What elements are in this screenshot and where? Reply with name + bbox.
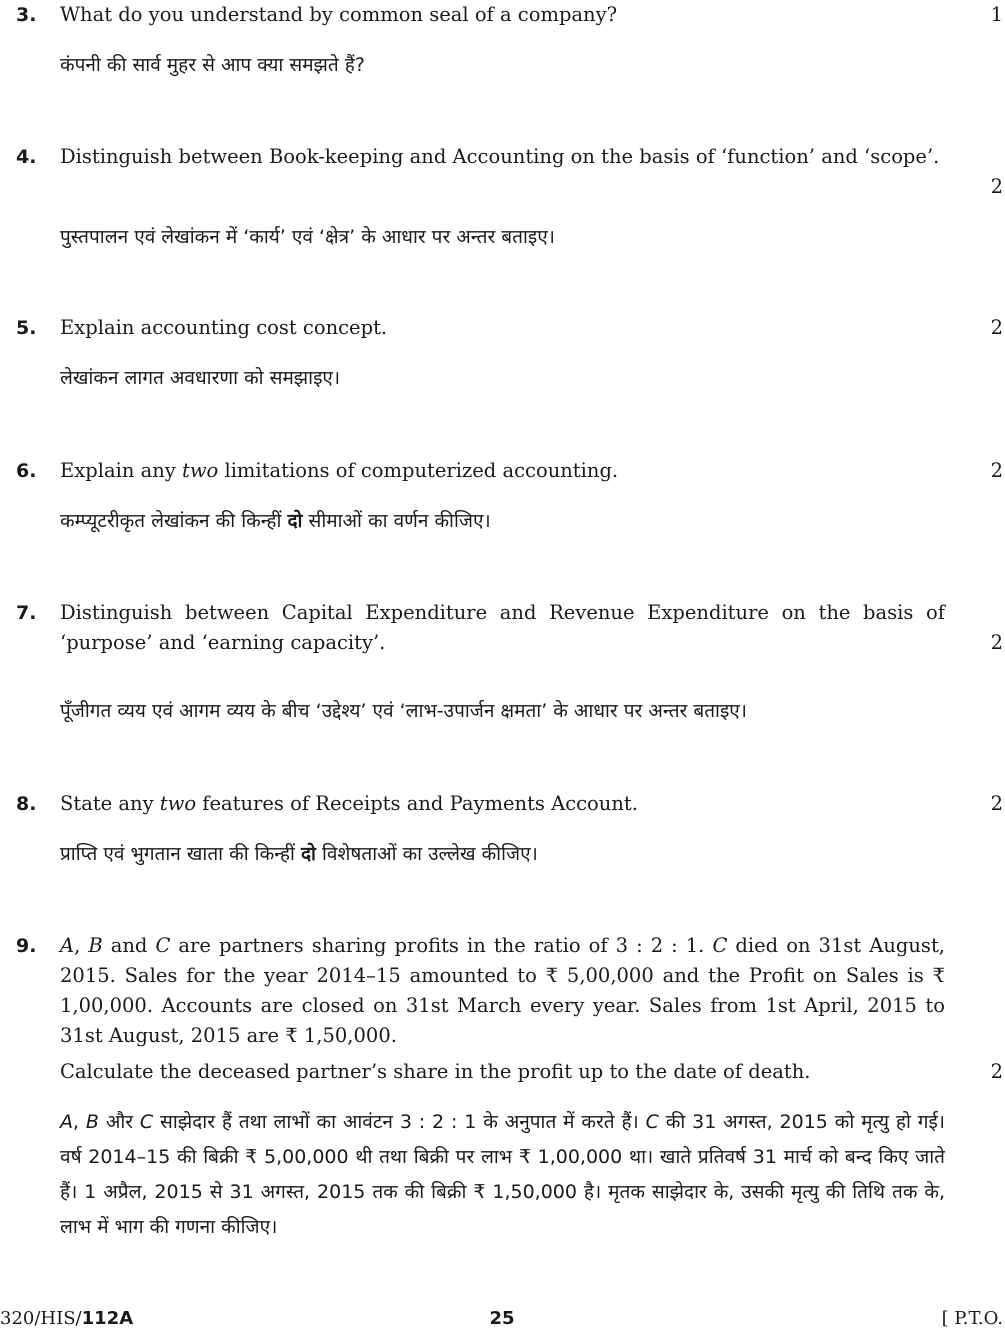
- question-text-hindi: [60, 1105, 945, 1245]
- question-text-hindi: लेखांकन लागत अवधारणा को समझाइए।: [60, 367, 341, 389]
- question-number: 6.: [16, 460, 37, 482]
- question-text-hindi: [60, 504, 945, 539]
- text-segment: features of Receipts and Payments Account.: [196, 792, 638, 815]
- partner-a: A: [60, 1111, 73, 1133]
- question-text-english: [60, 789, 945, 819]
- question-text-hindi: पूँजीगत व्यय एवं आगम व्यय के बीच ‘उद्देश्य’ एवं ‘लाभ-उपार्जन क्षमता’ के आधार पर अन्तर बताइए।: [60, 700, 747, 722]
- emphasis-text: two: [181, 459, 219, 482]
- page-number: 25: [489, 1308, 515, 1329]
- text-segment: Explain any: [60, 459, 182, 482]
- question-text-hindi: पुस्तपालन एवं लेखांकन में ‘कार्य’ एवं ‘क्षेत्र’ के आधार पर अन्तर बताइए।: [60, 226, 555, 248]
- question-text-english: Distinguish between Capital Expenditure and Revenue Expenditure on the basis of ‘purpose’ and ‘earning capacity’.: [60, 601, 945, 654]
- text-segment: limitations of computerized accounting.: [218, 459, 619, 482]
- text-segment: and: [102, 934, 156, 957]
- question-number: 8.: [16, 793, 37, 815]
- question-marks: 2: [990, 631, 1003, 654]
- partner-c: C: [712, 934, 728, 957]
- text-segment: सीमाओं का वर्णन कीजिए।: [302, 510, 491, 532]
- question-text-english: Explain accounting cost concept.: [60, 316, 388, 339]
- paper-code-suffix: 112A: [81, 1308, 134, 1329]
- text-segment: कम्प्यूटरीकृत लेखांकन की किन्हीं: [60, 510, 288, 532]
- text-segment: साझेदार हैं तथा लाभों का आवंटन 3 : 2 : 1 के अनुपात में करते हैं।: [153, 1111, 646, 1133]
- text-segment: ,: [73, 1111, 86, 1133]
- partner-b: B: [88, 934, 103, 957]
- question-number: 7.: [16, 602, 37, 624]
- question-text-english-instruction: Calculate the deceased partner’s share in the profit up to the date of death.: [60, 1060, 811, 1083]
- text-segment: विशेषताओं का उल्लेख कीजिए।: [315, 843, 538, 865]
- question-text-english: What do you understand by common seal of a company?: [60, 3, 618, 26]
- paper-code: [0, 1308, 133, 1330]
- question-text-english: [60, 931, 945, 1051]
- bold-text: दो: [287, 510, 303, 532]
- partner-c: C: [155, 934, 171, 957]
- question-number: 9.: [16, 935, 37, 957]
- pto-label: [ P.T.O.: [941, 1308, 1003, 1329]
- text-segment: की 31 अगस्त, 2015 को मृत्यु हो गई। वर्ष 2014–15 की बिक्री ₹ 5,00,000 थी तथा बिक्री पर लाभ ₹ 1,00,000 था। खाते प्रतिवर्ष 31 मार्च को बन्द किए जाते हैं। 1 अप्रैल, 2015 से 31 अगस्त, 2015 तक की बिक्री ₹ 1,50,000 है। मृतक साझेदार के, उसकी मृत्यु की तिथि तक के, लाभ में भाग की गणना कीजिए।: [60, 1111, 945, 1238]
- text-segment: प्राप्ति एवं भुगतान खाता की किन्हीं: [60, 843, 301, 865]
- emphasis-text: two: [159, 792, 197, 815]
- question-number: 4.: [16, 146, 37, 168]
- text-segment: died on 31st August, 2015. Sales for the year 2014–15 amounted to ₹ 5,00,000 and the Profit on Sales is ₹ 1,00,000. Accounts are closed on 31st March every year. Sales from 1st April, 2015 to 31st August, 2015 are ₹ 1,50,000.: [60, 934, 945, 1047]
- question-text-english: [60, 456, 945, 486]
- question-marks: 2: [990, 175, 1003, 198]
- question-text-english: Distinguish between Book-keeping and Accounting on the basis of ‘function’ and ‘scope’.: [60, 145, 940, 168]
- text-segment: are partners sharing profits in the ratio of 3 : 2 : 1.: [170, 934, 713, 957]
- text-segment: और: [98, 1111, 140, 1133]
- paper-code-prefix: 320/HIS/: [0, 1308, 82, 1329]
- question-text-hindi: [60, 837, 945, 872]
- bold-text: दो: [300, 843, 316, 865]
- question-marks: 1: [990, 3, 1003, 26]
- question-marks: 2: [990, 792, 1003, 815]
- partner-a: A: [60, 934, 75, 957]
- question-text-hindi: कंपनी की सार्व मुहर से आप क्या समझते हैं?: [60, 54, 365, 76]
- partner-c: C: [645, 1111, 659, 1133]
- question-marks: 2: [990, 1060, 1003, 1083]
- question-marks: 2: [990, 459, 1003, 482]
- question-number: 3.: [16, 4, 37, 26]
- page-footer: [0, 1308, 1005, 1330]
- question-number: 5.: [16, 317, 37, 339]
- question-marks: 2: [990, 316, 1003, 339]
- partner-b: B: [85, 1111, 99, 1133]
- text-segment: State any: [60, 792, 160, 815]
- partner-c: C: [139, 1111, 154, 1133]
- text-segment: ,: [74, 934, 89, 957]
